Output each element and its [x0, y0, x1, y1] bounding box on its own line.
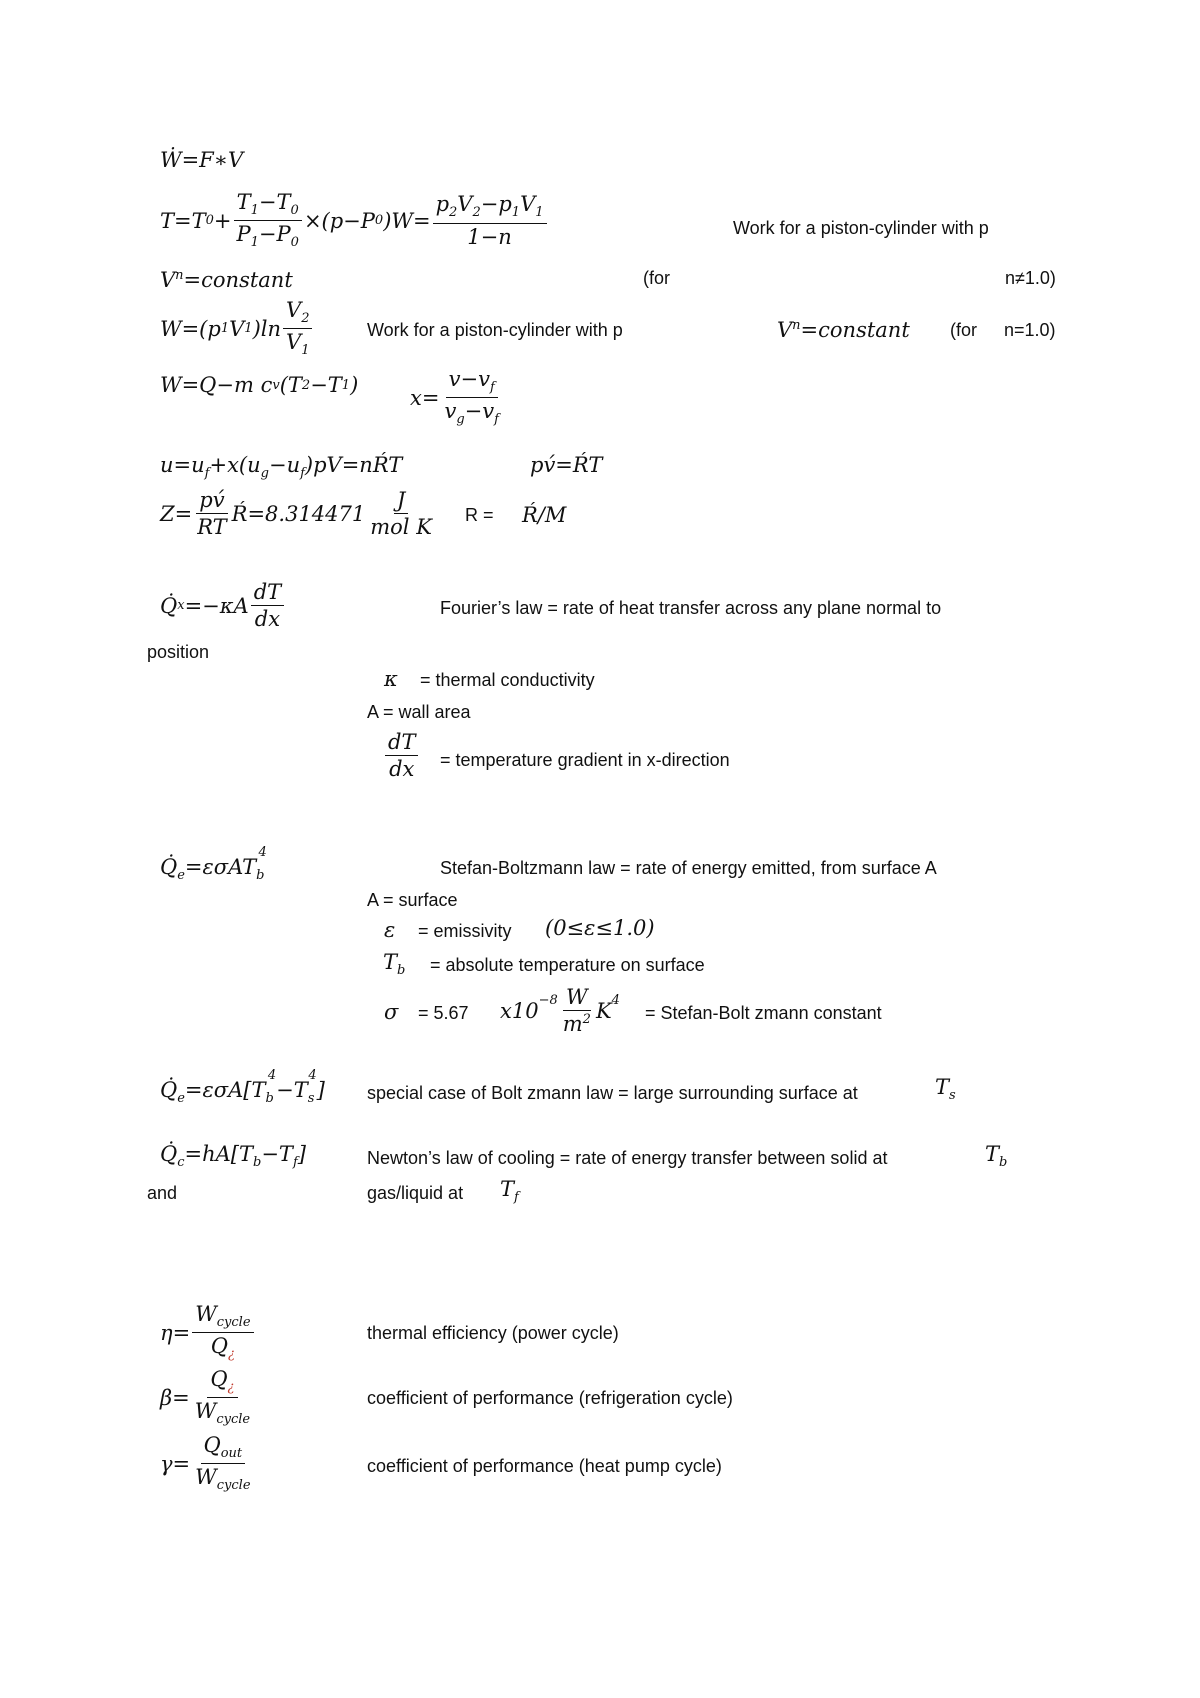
surface-definition: A = surface — [367, 890, 458, 910]
newton-cooling-description: Newton’s law of cooling = rate of energy transfer between solid at — [367, 1148, 888, 1168]
newton-gas-liquid: gas/liquid at — [367, 1183, 464, 1203]
stefan-boltzmann-constant-label: = Stefan-Bolt zmann constant — [645, 1003, 882, 1023]
newton-and: and — [147, 1183, 178, 1203]
polytropic-condition: n≠1.0) — [1005, 268, 1056, 288]
polytropic-equation: $V^n=constant$ — [160, 268, 293, 292]
gradient-symbol: $\frac{dT}{dx}$ — [383, 730, 420, 781]
fourier-description-cont: position — [147, 642, 210, 662]
thermal-efficiency-equation: η= $\frac{W_{cycle}}{Q_¿}$ — [160, 1302, 256, 1363]
gas-constant-equation: Ŕ/M — [522, 503, 567, 527]
quality-equation: x= $\frac{v-v_f}{v_g-v_f}$ — [410, 367, 499, 428]
boltzmann-surroundings-equation: $Q̇_e=\varepsilon\sigma A[T_b^4-T_s^4]$ — [160, 1068, 325, 1107]
emissivity-definition: = emissivity — [418, 921, 512, 941]
fourier-description: Fourier’s law = rate of heat transfer across any plane normal to — [440, 598, 942, 618]
gas-constant-label: R = — [465, 505, 494, 525]
heat-pump-cop-equation: γ= $\frac{Q_{out}}{W_{cycle}}$ — [160, 1433, 251, 1494]
surface-temp-symbol: $T_b$ — [383, 950, 406, 979]
stefan-boltzmann-description: Stefan-Boltzmann law = rate of energy emitted, from surface A — [440, 858, 937, 878]
fluid-temp-symbol: $T_f$ — [500, 1177, 519, 1206]
sigma-units: x10 $^{-8}$ $\frac{W}{m^2}$ K $^4$ — [500, 985, 620, 1037]
work-isothermal-equation: W=(p 1 V 1 ) ln $\frac{V_2}{V_1}$ — [160, 298, 314, 359]
internal-energy-equation: $u=u_f+x(u_g-u_f)pV=nŔT$ — [160, 453, 403, 482]
temperature-interpolation-equation: T=T 0 + $\frac{T_1-T_0}{P_1-P_0}$ ×(p−P 0 )W= $\frac{p_2V_2-p_1V_1}{1-n}$ — [160, 190, 549, 251]
surroundings-temp-symbol: $T_s$ — [935, 1075, 956, 1104]
heat-pump-cop-label: coefficient of performance (heat pump cycle) — [367, 1456, 722, 1476]
work-n1-description: Work for a piston-cylinder with p — [367, 320, 623, 340]
thermal-efficiency-label: thermal efficiency (power cycle) — [367, 1323, 619, 1343]
work-n1-for: (for — [950, 320, 977, 340]
boltzmann-special-description: special case of Bolt zmann law = large surrounding surface at — [367, 1083, 858, 1103]
solid-temp-symbol: $T_b$ — [985, 1142, 1008, 1171]
compressibility-equation: Z= $\frac{pv́}{RT}$ Ŕ=8.314471 $\frac{J}{\text{mol K}}$ — [160, 488, 432, 540]
polytropic-inline: $V^n=constant$ — [777, 318, 910, 342]
refrigeration-cop-equation: β= $\frac{Q_¿}{W_{cycle}}$ — [160, 1367, 251, 1428]
fourier-equation: Q̇ x =−κA $\frac{dT}{dx}$ — [160, 580, 286, 631]
newton-cooling-equation: $Q̇_c=hA[T_b-T_f]$ — [160, 1142, 306, 1171]
work-n1-condition: n=1.0) — [1004, 320, 1056, 340]
work-rate-equation: Ẇ=F∗V — [160, 148, 244, 172]
stefan-boltzmann-equation: $Q̇_e=\varepsilon\sigma AT_b^4$ — [160, 845, 267, 884]
first-law-equation: W=Q−m c v (T 2 −T 1 ) — [160, 373, 359, 397]
emissivity-range: (0≤ε≤1.0) — [545, 916, 655, 940]
work-piston-description: Work for a piston-cylinder with p — [733, 218, 989, 238]
kappa-symbol: κ — [384, 667, 398, 691]
polytropic-for: (for — [643, 268, 670, 288]
gradient-definition: = temperature gradient in x-direction — [440, 750, 730, 770]
surface-temp-definition: = absolute temperature on surface — [430, 955, 705, 975]
emissivity-symbol: ε — [384, 918, 396, 942]
kappa-definition: = thermal conductivity — [420, 670, 595, 690]
refrigeration-cop-label: coefficient of performance (refrigeration cycle) — [367, 1388, 733, 1408]
ideal-gas-molar-equation: pv́=ŔT — [530, 453, 603, 477]
sigma-symbol: σ — [384, 1000, 399, 1024]
sigma-value: = 5.67 — [418, 1003, 469, 1023]
wall-area-definition: A = wall area — [367, 702, 471, 722]
